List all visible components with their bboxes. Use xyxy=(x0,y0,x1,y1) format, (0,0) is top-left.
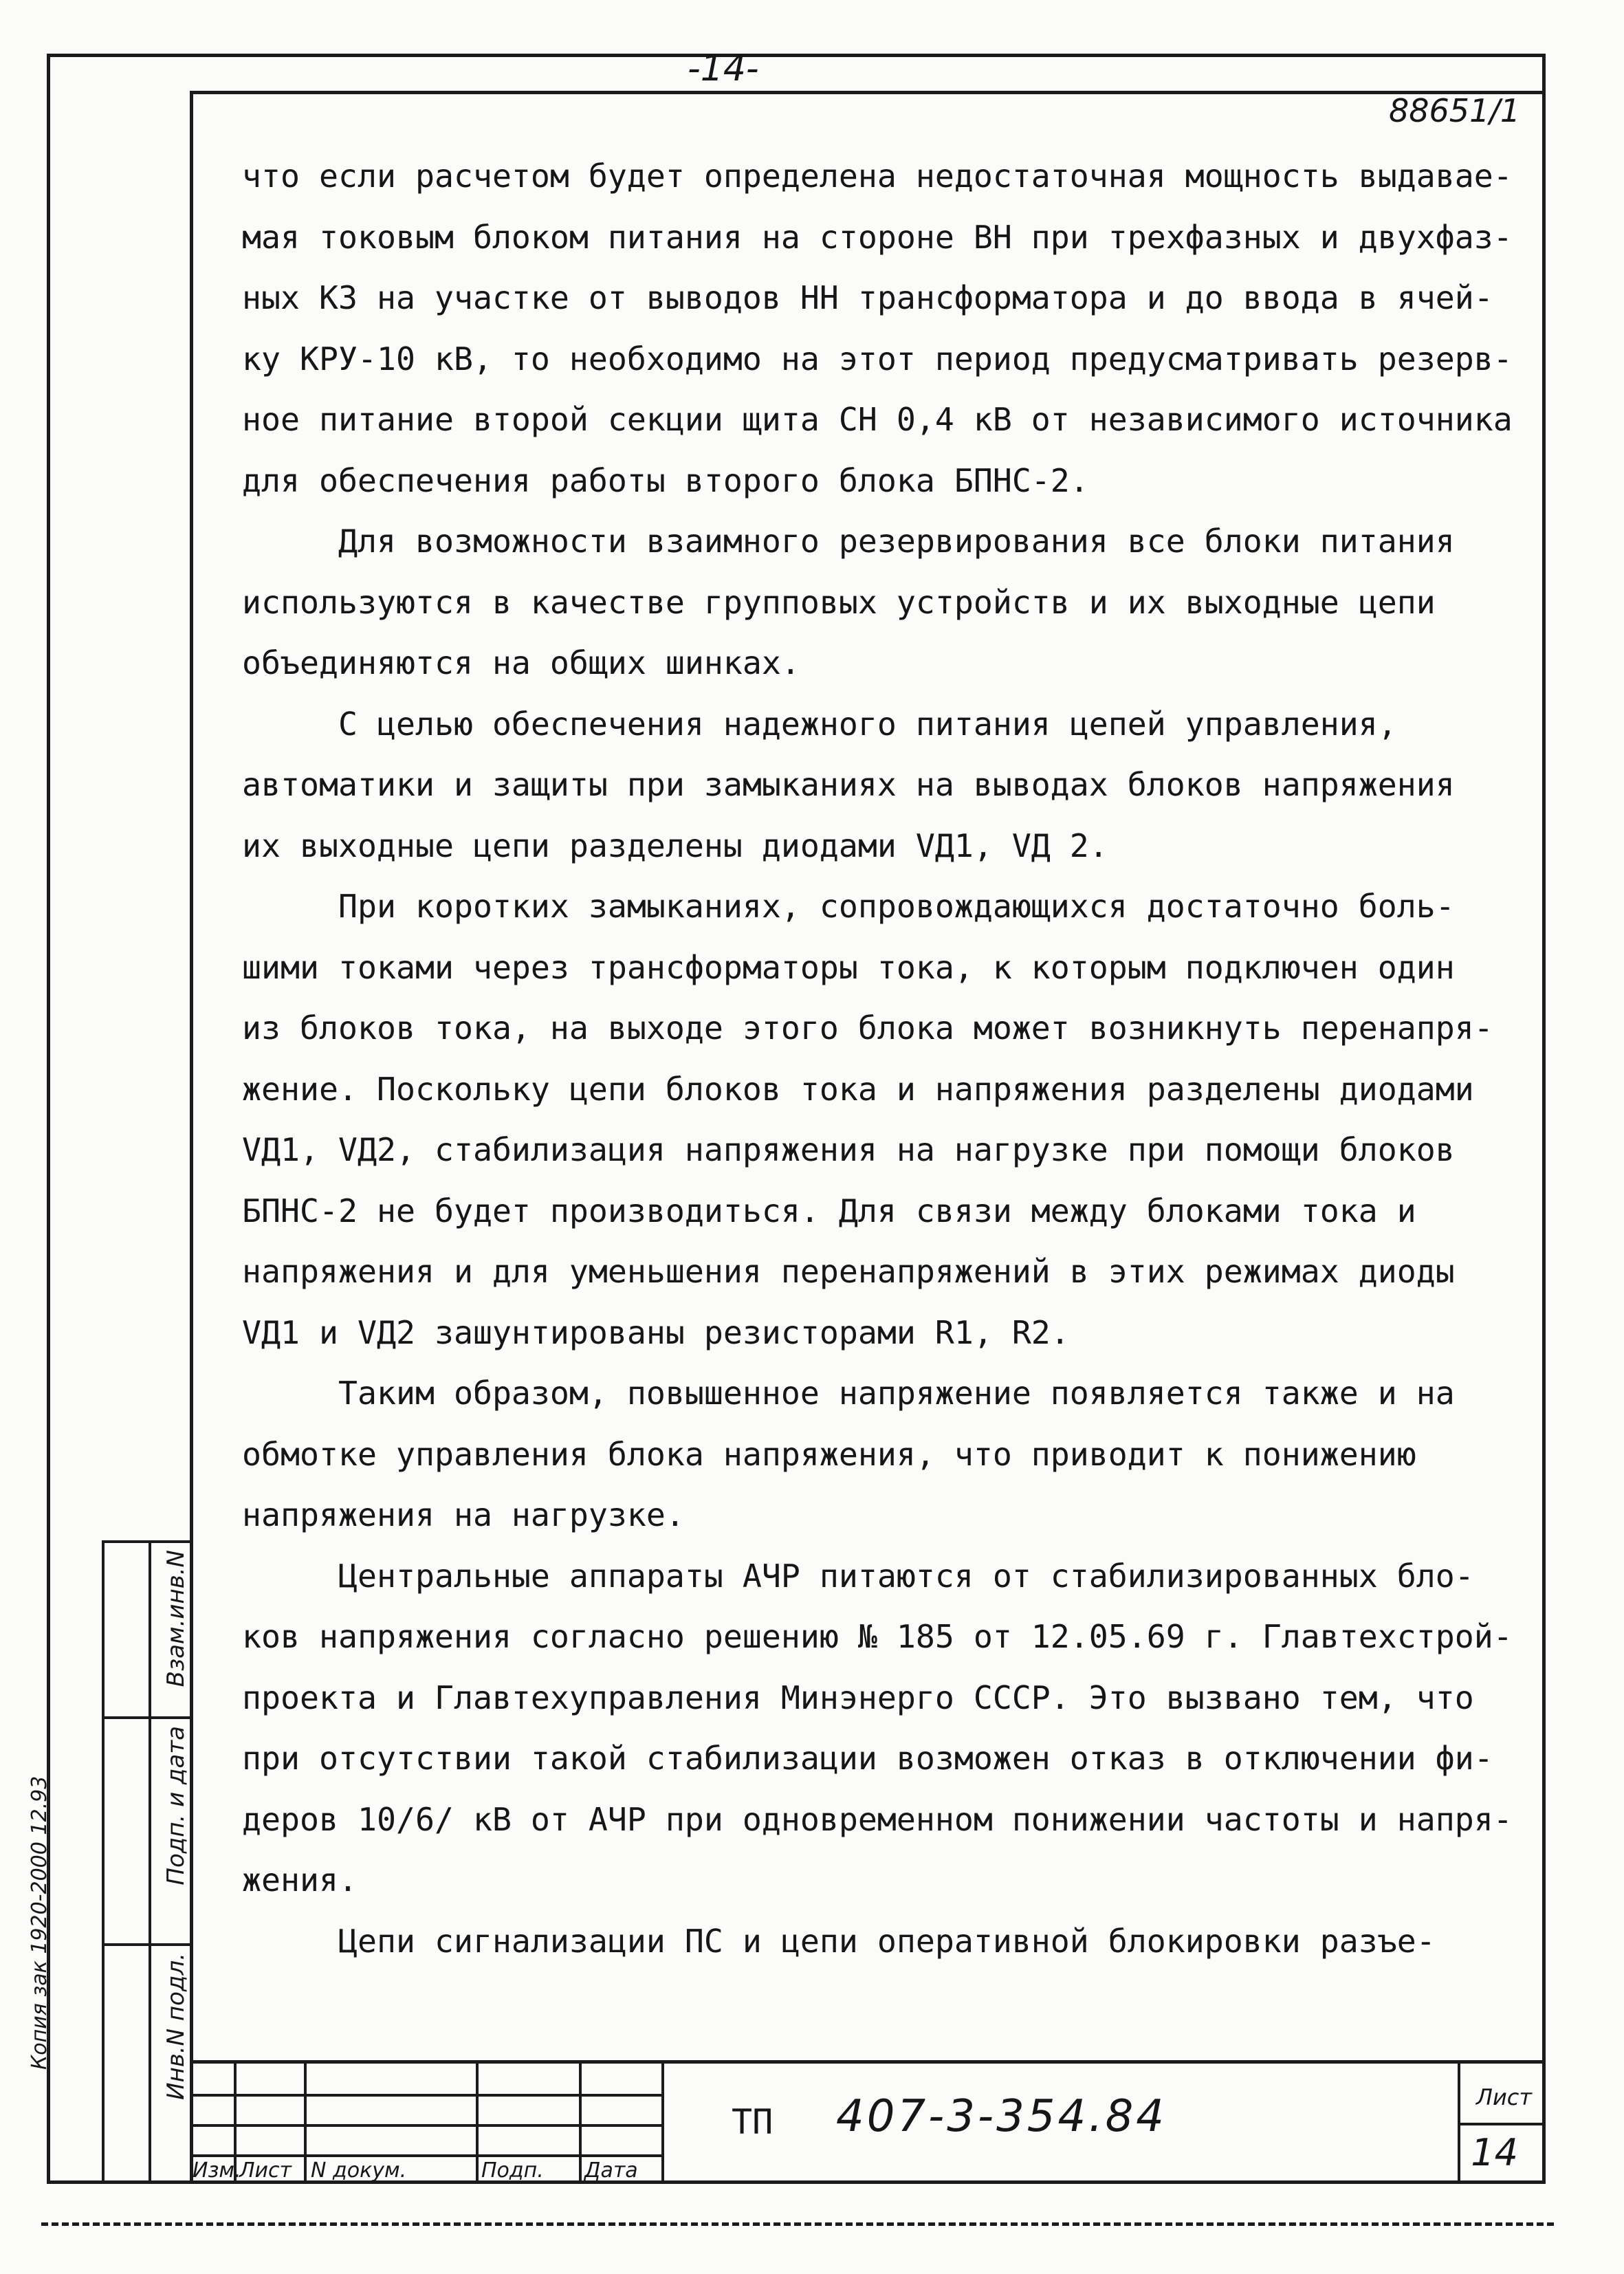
text-line: напряжения и для уменьшения перенапряжений в этих режимах диоды xyxy=(242,1253,1455,1290)
text-line: из блоков тока, на выходе этого блока может возникнуть перенапря- xyxy=(242,1009,1493,1047)
page-number: -14- xyxy=(688,48,759,89)
text-line: Цепи сигнализации ПС и цепи оперативной блокировки разъе- xyxy=(242,1922,1436,1960)
document-code: 88651/1 xyxy=(1389,92,1521,129)
text-line: для обеспечения работы второго блока БПНС-2. xyxy=(242,461,1089,499)
text-line: их выходные цепи разделены диодами VД1, VД 2. xyxy=(242,827,1108,864)
col-label-doc-number: N докум. xyxy=(311,2158,407,2183)
text-line: что если расчетом будет определена недостаточная мощность выдавае- xyxy=(242,157,1513,195)
text-line: ку КРУ-10 кВ, то необходимо на этот период предусматривать резерв- xyxy=(242,340,1513,378)
text-line: проекта и Главтехуправления Минэнерго СССР. Это вызвано тем, что xyxy=(242,1679,1474,1716)
title-block xyxy=(190,2060,1546,2184)
text-line: ное питание второй секции щита СН 0,4 кВ от независимого источника xyxy=(242,401,1513,438)
text-line: используются в качестве групповых устройств и их выходные цепи xyxy=(242,583,1436,621)
margin-cell-signature-date xyxy=(105,1719,193,1946)
text-line: VД1 и VД2 зашунтированы резисторами R1, R2. xyxy=(242,1313,1070,1351)
designation-code: 407-3-354.84 xyxy=(836,2091,1167,2142)
body-text xyxy=(242,146,1513,1971)
text-line: VД1, VД2, стабилизация напряжения на нагрузке при помощи блоков xyxy=(242,1131,1455,1168)
col-label-signature: Подп. xyxy=(481,2158,544,2183)
text-line: деров 10/6/ кВ от АЧР при одновременном понижении частоты и напря- xyxy=(242,1800,1513,1838)
text-line: При коротких замыканиях, сопровождающихся достаточно боль- xyxy=(242,888,1455,925)
margin-handwritten-note: Копия зак 1920-2000 12.93 xyxy=(28,1775,52,2070)
text-line: ков напряжения согласно решению № 185 от 12.05.69 г. Главтехстрой- xyxy=(242,1618,1513,1655)
text-line: напряжения на нагрузке. xyxy=(242,1496,685,1533)
sheet-number: 14 xyxy=(1471,2131,1518,2174)
text-line: Для возможности взаимного резервирования все блоки питания xyxy=(242,523,1455,560)
text-line: ных КЗ на участке от выводов НН трансформатора и до ввода в ячей- xyxy=(242,279,1493,316)
margin-label: Взам.инв.N xyxy=(162,1550,190,1687)
margin-cell-original-inventory xyxy=(105,1946,193,2184)
text-line: жение. Поскольку цепи блоков тока и напряжения разделены диодами xyxy=(242,1070,1474,1108)
revision-grid xyxy=(190,2064,661,2184)
text-line: Центральные аппараты АЧР питаются от стабилизированных бло- xyxy=(242,1557,1474,1595)
text-line: объединяются на общих шинках. xyxy=(242,644,800,681)
margin-cell-replacement xyxy=(105,1543,193,1719)
text-line: С целью обеспечения надежного питания цепей управления, xyxy=(242,705,1397,743)
text-line: при отсутствии такой стабилизации возможен отказ в отключении фи- xyxy=(242,1740,1493,1777)
text-line: Таким образом, повышенное напряжение появляется также и на xyxy=(242,1375,1455,1412)
trim-line xyxy=(41,2222,1554,2226)
col-label-date: Дата xyxy=(584,2158,638,2183)
col-label-sheet: Лист xyxy=(239,2158,292,2183)
text-line: шими токами через трансформаторы тока, к которым подключен один xyxy=(242,948,1455,986)
margin-stamp-table xyxy=(102,1540,190,2184)
sheet-label: Лист xyxy=(1475,2084,1532,2110)
col-label-change: Изм. xyxy=(193,2158,241,2183)
text-line: мая токовым блоком питания на стороне ВН при трехфазных и двухфаз- xyxy=(242,218,1513,256)
designation-prefix: ТП xyxy=(732,2102,773,2142)
text-line: автоматики и защиты при замыканиях на выводах блоков напряжения xyxy=(242,766,1455,803)
margin-label: Инв.N подл. xyxy=(162,1953,190,2100)
text-line: обмотке управления блока напряжения, что приводит к понижению xyxy=(242,1435,1416,1473)
text-line: БПНС-2 не будет производиться. Для связи между блоками тока и xyxy=(242,1192,1416,1229)
text-line: жения. xyxy=(242,1861,358,1899)
margin-label: Подп. и дата xyxy=(162,1726,190,1885)
